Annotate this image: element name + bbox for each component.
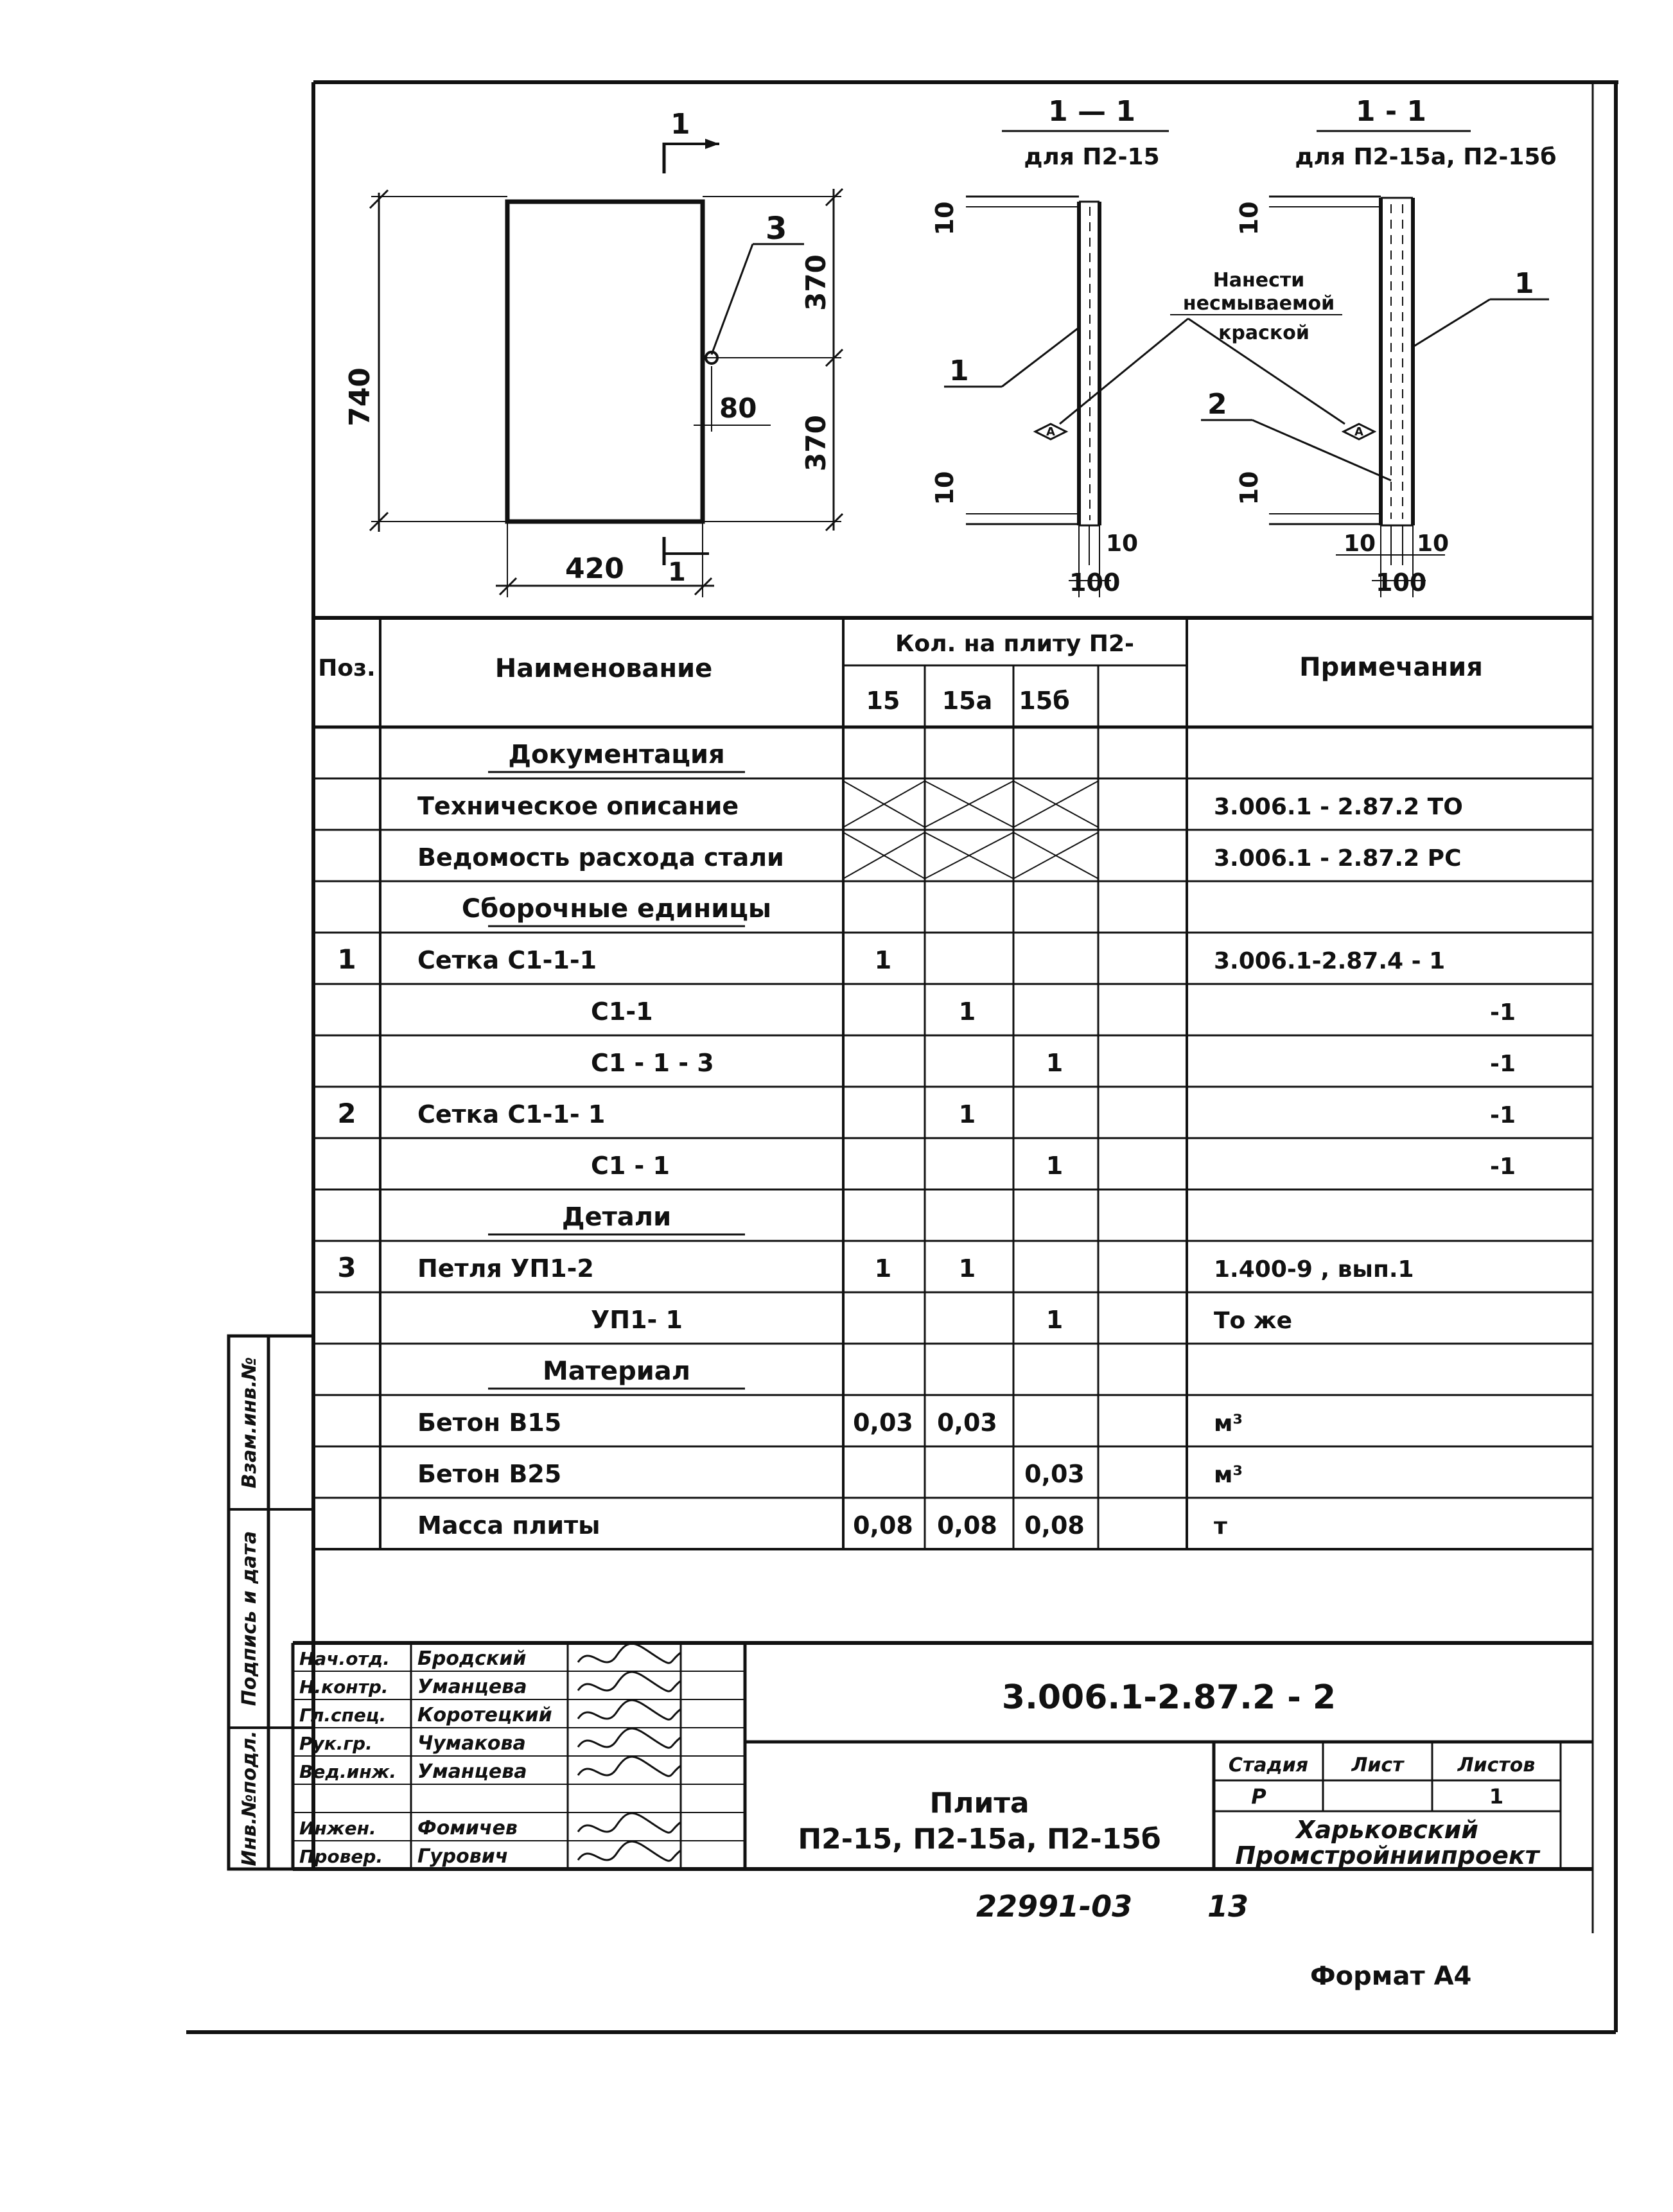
signature [578, 1813, 681, 1832]
spec-note: т [1214, 1513, 1227, 1540]
spec-rows [313, 618, 1593, 1549]
signature [578, 1728, 681, 1748]
spec-name: Масса плиты [417, 1511, 600, 1540]
spec-name: С1 - 1 - 3 [591, 1049, 714, 1077]
spec-qty: 1 [1046, 1049, 1064, 1077]
sheet-label: Лист [1351, 1754, 1404, 1777]
spec-name: УП1- 1 [591, 1306, 683, 1334]
header-name: Наименование [495, 654, 713, 683]
header-notes: Примечания [1299, 653, 1483, 682]
section-mark-bottom: 1 [668, 557, 686, 587]
sheets-value: 1 [1489, 1784, 1504, 1809]
title-block [293, 1643, 1593, 1870]
plate-outline [507, 202, 703, 522]
spec-section-name: Детали [561, 1202, 672, 1232]
spec-qty: 1 [874, 946, 892, 974]
footer [976, 1889, 1471, 1991]
person-role: Н.контр. [299, 1676, 389, 1698]
spec-qty: 1 [1046, 1152, 1064, 1180]
side-stamp [229, 1336, 313, 1869]
title-block-person-row [299, 1757, 681, 1783]
spec-note: -1 [1490, 1051, 1516, 1077]
spec-qty: 0,03 [937, 1409, 997, 1437]
section-b-subtitle: для П2-15а, П2-15б [1295, 144, 1557, 170]
spec-name: С1 - 1 [591, 1152, 670, 1180]
spec-qty: 1 [958, 997, 976, 1026]
spec-note: -1 [1490, 1154, 1516, 1180]
spec-note: м³ [1214, 1462, 1243, 1488]
spec-name: С1-1 [591, 997, 653, 1026]
section-b-cover-right: 10 [1417, 531, 1450, 557]
sheet-frame [186, 82, 1618, 2032]
spec-qty: 0,03 [1024, 1460, 1085, 1488]
title-block-person-row [299, 1700, 681, 1726]
spec-item-row [313, 1460, 1593, 1498]
dim-420: 420 [565, 552, 624, 585]
section-b-top-dim: 10 [1235, 201, 1263, 236]
spec-name: Сетка С1-1- 1 [417, 1100, 606, 1128]
spec-qty: 1 [874, 1254, 892, 1283]
title-block-people [293, 1644, 745, 1868]
note-line-2: несмываемой [1182, 292, 1335, 315]
header-pos: Поз. [318, 655, 376, 681]
stage-value: Р [1251, 1784, 1266, 1809]
spec-note: -1 [1490, 1102, 1516, 1128]
spec-item-row [313, 832, 1593, 881]
side-stamp-inv: Инв.№подл. [238, 1730, 261, 1866]
spec-item-row [313, 1306, 1593, 1344]
pos-callout-3: 3 [766, 211, 787, 247]
person-role: Рук.гр. [299, 1733, 372, 1754]
person-name: Чумакова [417, 1732, 526, 1755]
side-stamp-sign: Подпись и дата [238, 1531, 261, 1707]
section-b-callout-2: 2 [1207, 388, 1227, 421]
spec-pos: 3 [337, 1252, 356, 1283]
person-role: Нач.отд. [299, 1648, 390, 1669]
section-a-marker: А [1046, 425, 1055, 439]
spec-section-name: Сборочные единицы [461, 894, 772, 924]
spec-qty: 0,08 [1024, 1511, 1085, 1540]
section-b-title: 1 - 1 [1355, 95, 1427, 128]
spec-pos: 1 [337, 944, 356, 975]
spec-item-row [313, 1511, 1593, 1549]
person-name: Уманцева [417, 1676, 527, 1698]
section-b [1201, 95, 1557, 597]
section-b-callout-1: 1 [1514, 267, 1534, 300]
note-line-3: краской [1218, 322, 1309, 344]
signature [578, 1841, 681, 1861]
product-title-1: Плита [929, 1787, 1029, 1820]
title-block-person-row [299, 1644, 681, 1670]
dim-370-bottom: 370 [800, 415, 832, 471]
spec-qty: 1 [958, 1100, 976, 1128]
person-role: Гл.спец. [299, 1705, 387, 1726]
spec-note: 1.400-9 , вып.1 [1214, 1256, 1414, 1283]
spec-name: Петля УП1-2 [417, 1254, 594, 1283]
signature [578, 1644, 681, 1663]
archive-number: 22991-03 [976, 1889, 1133, 1924]
spec-section-row [313, 740, 1593, 778]
signature [578, 1700, 681, 1719]
section-a-callout-1: 1 [949, 355, 969, 387]
title-block-person-row [299, 1841, 681, 1868]
section-a-thickness: 100 [1069, 568, 1121, 597]
spec-qty: 1 [958, 1254, 976, 1283]
person-role: Провер. [299, 1846, 383, 1867]
dim-740: 740 [344, 367, 376, 426]
spec-section-row [313, 1202, 1593, 1241]
spec-item-row [313, 781, 1593, 830]
person-name: Фомичев [417, 1817, 518, 1839]
spec-item-row [313, 1409, 1593, 1446]
spec-item-row [313, 1049, 1593, 1087]
spec-name: Ведомость расхода стали [417, 843, 784, 872]
spec-section-row [313, 894, 1593, 933]
title-block-person-row [299, 1728, 681, 1755]
spec-name: Сетка С1-1-1 [417, 946, 597, 974]
title-block-person-row [299, 1672, 681, 1698]
section-a-title: 1 — 1 [1048, 95, 1135, 128]
section-a-top-dim: 10 [931, 201, 959, 236]
spec-name: Техническое описание [417, 792, 739, 820]
header-qty-col-1: 15 [866, 687, 900, 715]
spec-item-row [313, 1252, 1593, 1292]
title-block-person-row [299, 1813, 681, 1839]
product-title-2: П2-15, П2-15а, П2-15б [798, 1823, 1161, 1856]
spec-qty: 0,03 [853, 1409, 913, 1437]
spec-name: Бетон В15 [417, 1409, 562, 1437]
spec-section-name: Материал [542, 1356, 691, 1386]
spec-section-row [313, 1356, 1593, 1395]
spec-item-row [313, 997, 1593, 1035]
spec-item-row [313, 1152, 1593, 1189]
side-stamp-replace: Взам.инв.№ [238, 1356, 261, 1489]
section-a [931, 95, 1169, 597]
org-line-1: Харьковский [1296, 1816, 1478, 1844]
plan-view [344, 108, 843, 597]
org-line-2: Промстройниипроект [1235, 1841, 1539, 1870]
dim-80: 80 [719, 392, 757, 424]
note-line-1: Нанести [1213, 269, 1305, 292]
section-b-bottom-dim: 10 [1235, 471, 1263, 505]
section-b-thickness: 100 [1376, 568, 1427, 597]
spec-qty: 0,08 [937, 1511, 997, 1540]
section-b-cover-left: 10 [1344, 531, 1376, 557]
spec-note: 3.006.1-2.87.4 - 1 [1214, 948, 1446, 974]
person-name: Бродский [417, 1647, 527, 1670]
format-label: Формат А4 [1310, 1962, 1472, 1991]
header-qty-col-3: 15б [1019, 687, 1070, 715]
sheets-label: Листов [1457, 1754, 1536, 1777]
signature [578, 1672, 681, 1691]
signature [578, 1757, 681, 1776]
spec-note: -1 [1490, 999, 1516, 1026]
section-a-bottom-dim: 10 [931, 471, 959, 505]
stage-label: Стадия [1228, 1754, 1309, 1777]
person-name: Уманцева [417, 1760, 527, 1783]
person-role: Инжен. [299, 1818, 376, 1839]
spec-qty: 1 [1046, 1306, 1064, 1334]
section-b-marker: А [1354, 425, 1363, 439]
section-a-cover: 10 [1106, 531, 1139, 557]
dim-370-top: 370 [800, 254, 832, 311]
spec-note: 3.006.1 - 2.87.2 ТО [1214, 794, 1463, 820]
doc-code: 3.006.1-2.87.2 - 2 [1001, 1678, 1336, 1717]
section-mark-top: 1 [670, 108, 690, 141]
person-role: Вед.инж. [299, 1761, 397, 1782]
spec-section-name: Документация [508, 740, 725, 769]
header-qty: Кол. на плиту П2- [895, 631, 1134, 657]
spec-note: 3.006.1 - 2.87.2 РС [1214, 845, 1462, 872]
section-a-subtitle: для П2-15 [1024, 144, 1160, 170]
person-name: Коротецкий [417, 1704, 552, 1726]
specification-table [313, 618, 1593, 1549]
spec-item-row [313, 944, 1593, 984]
spec-item-row [313, 1098, 1593, 1138]
spec-pos: 2 [337, 1098, 356, 1129]
spec-note: То же [1214, 1308, 1293, 1334]
header-qty-col-2: 15а [942, 687, 993, 715]
spec-note: м³ [1214, 1410, 1243, 1437]
spec-qty: 0,08 [853, 1511, 913, 1540]
spec-name: Бетон В25 [417, 1460, 562, 1488]
person-name: Гурович [417, 1845, 509, 1868]
paint-note [1060, 269, 1345, 424]
page-number: 13 [1207, 1889, 1249, 1924]
